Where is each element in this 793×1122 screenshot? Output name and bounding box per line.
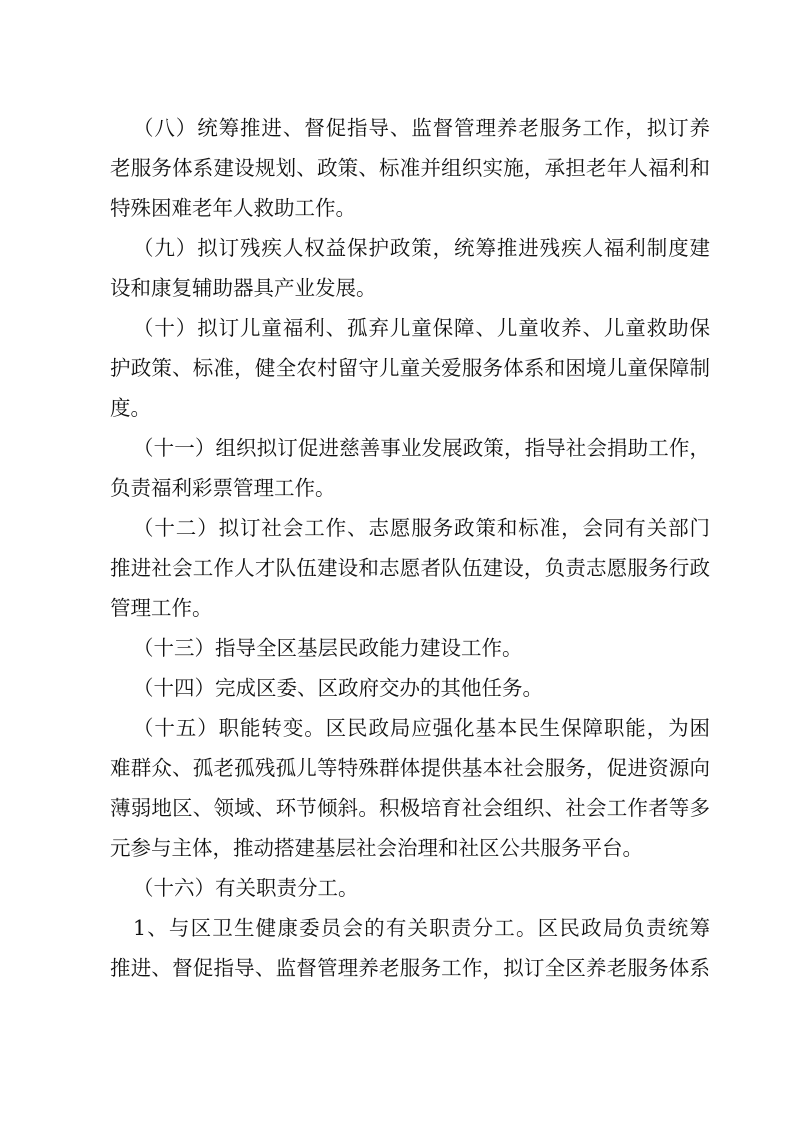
paragraph-9-line-2: 设和康复辅助器具产业发展。 xyxy=(110,276,377,300)
paragraph-16-1-line-1: 1、与区卫生健康委员会的有关职责分工。区民政局负责统筹 xyxy=(133,916,710,940)
paragraph-8-line-3: 特殊困难老年人救助工作。 xyxy=(110,196,356,220)
paragraph-16-1-line-2: 推进、督促指导、监督管理养老服务工作，拟订全区养老服务体系 xyxy=(110,956,710,980)
paragraph-10-line-1: （十）拟订儿童福利、孤弃儿童保障、儿童收养、儿童救助保 xyxy=(133,316,710,340)
paragraph-8-line-1: （八）统筹推进、督促指导、监督管理养老服务工作，拟订养 xyxy=(133,116,710,140)
paragraph-11-line-2: 负责福利彩票管理工作。 xyxy=(110,476,336,500)
paragraph-15-line-2: 难群众、孤老孤残孤儿等特殊群体提供基本社会服务，促进资源向 xyxy=(110,756,710,780)
paragraph-12-line-3: 管理工作。 xyxy=(110,596,213,620)
paragraph-8-line-2: 老服务体系建设规划、政策、标准并组织实施，承担老年人福利和 xyxy=(110,156,710,180)
paragraph-15-line-1: （十五）职能转变。区民政局应强化基本民生保障职能，为困 xyxy=(133,716,710,740)
paragraph-12-line-2: 推进社会工作人才队伍建设和志愿者队伍建设，负责志愿服务行政 xyxy=(110,556,710,580)
paragraph-10-line-3: 度。 xyxy=(110,396,151,420)
paragraph-9-line-1: （九）拟订残疾人权益保护政策，统筹推进残疾人福利制度建 xyxy=(133,236,710,260)
paragraph-14-line-1: （十四）完成区委、区政府交办的其他任务。 xyxy=(133,676,543,700)
paragraph-16-line-1: （十六）有关职责分工。 xyxy=(133,876,359,900)
paragraph-12-line-1: （十二）拟订社会工作、志愿服务政策和标准，会同有关部门 xyxy=(133,516,710,540)
paragraph-10-line-2: 护政策、标准，健全农村留守儿童关爱服务体系和困境儿童保障制 xyxy=(110,356,710,380)
paragraph-15-line-3: 薄弱地区、领域、环节倾斜。积极培育社会组织、社会工作者等多 xyxy=(110,796,710,820)
paragraph-11-line-1: （十一）组织拟订促进慈善事业发展政策，指导社会捐助工作， xyxy=(133,436,710,460)
paragraph-13-line-1: （十三）指导全区基层民政能力建设工作。 xyxy=(133,636,523,660)
paragraph-15-line-4: 元参与主体，推动搭建基层社会治理和社区公共服务平台。 xyxy=(110,836,643,860)
